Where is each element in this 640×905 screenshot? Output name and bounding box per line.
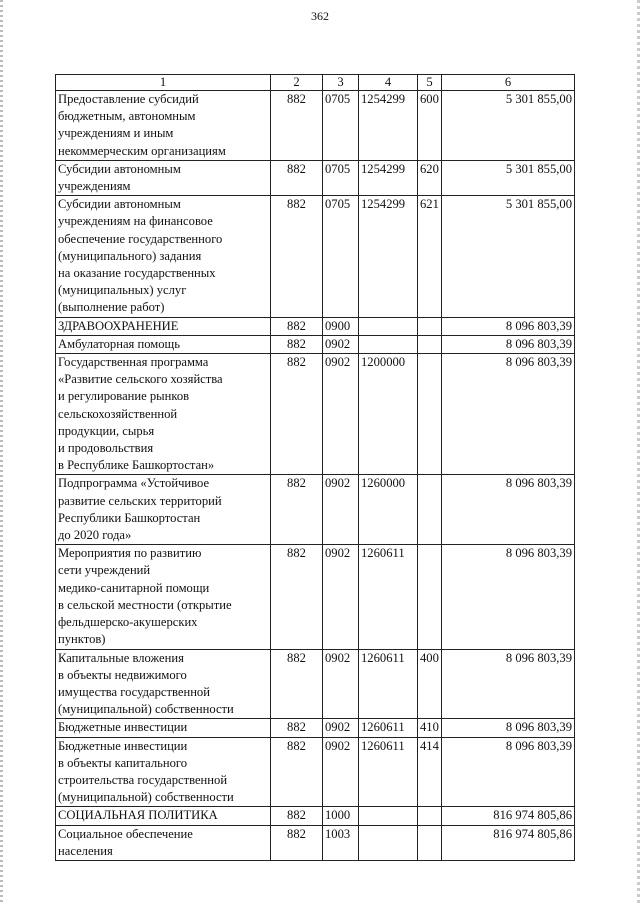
cell-section-code: 0902 [323,475,359,545]
cell-target-code: 1260611 [359,649,418,719]
cell-name: Капитальные вложения в объекты недвижимого имущества государственной (муниципальной) собственности [56,649,271,719]
scan-edge-left [0,0,3,905]
cell-amount: 8 096 803,39 [442,737,575,807]
cell-expense-type: 410 [418,719,442,737]
cell-admin-code: 882 [271,91,323,161]
column-header-1: 1 [56,75,271,91]
cell-amount: 8 096 803,39 [442,475,575,545]
table-header-row [56,75,575,91]
table-row [56,807,575,825]
cell-target-code [359,825,418,860]
cell-amount: 8 096 803,39 [442,317,575,335]
cell-admin-code: 882 [271,825,323,860]
cell-admin-code: 882 [271,196,323,317]
column-header-4: 4 [359,75,418,91]
cell-expense-type: 414 [418,737,442,807]
cell-target-code: 1260611 [359,719,418,737]
table-row [56,160,575,195]
cell-expense-type [418,317,442,335]
cell-section-code: 0902 [323,354,359,475]
cell-admin-code: 882 [271,317,323,335]
table-row [56,354,575,475]
cell-admin-code: 882 [271,354,323,475]
cell-name: Социальное обеспечение населения [56,825,271,860]
cell-expense-type: 621 [418,196,442,317]
cell-section-code: 1003 [323,825,359,860]
cell-name: СОЦИАЛЬНАЯ ПОЛИТИКА [56,807,271,825]
cell-target-code [359,807,418,825]
cell-expense-type [418,545,442,649]
budget-table [55,74,575,861]
cell-expense-type: 620 [418,160,442,195]
cell-expense-type: 600 [418,91,442,161]
cell-amount: 8 096 803,39 [442,719,575,737]
cell-name: Субсидии автономным учреждениям [56,160,271,195]
column-header-2: 2 [271,75,323,91]
cell-amount: 816 974 805,86 [442,825,575,860]
cell-section-code: 0900 [323,317,359,335]
cell-amount: 8 096 803,39 [442,649,575,719]
cell-expense-type [418,335,442,353]
table-row [56,475,575,545]
cell-section-code: 1000 [323,807,359,825]
table-row [56,317,575,335]
cell-expense-type [418,825,442,860]
cell-amount: 8 096 803,39 [442,335,575,353]
cell-target-code: 1260611 [359,737,418,807]
cell-section-code: 0705 [323,160,359,195]
cell-amount: 8 096 803,39 [442,354,575,475]
cell-expense-type: 400 [418,649,442,719]
cell-amount: 5 301 855,00 [442,91,575,161]
cell-target-code: 1254299 [359,196,418,317]
cell-amount: 5 301 855,00 [442,196,575,317]
cell-target-code [359,335,418,353]
cell-admin-code: 882 [271,737,323,807]
column-header-3: 3 [323,75,359,91]
cell-amount: 8 096 803,39 [442,545,575,649]
cell-admin-code: 882 [271,160,323,195]
cell-name: ЗДРАВООХРАНЕНИЕ [56,317,271,335]
cell-admin-code: 882 [271,475,323,545]
cell-admin-code: 882 [271,719,323,737]
cell-admin-code: 882 [271,335,323,353]
table-row [56,719,575,737]
table-row [56,335,575,353]
cell-target-code: 1260611 [359,545,418,649]
cell-expense-type [418,354,442,475]
cell-admin-code: 882 [271,545,323,649]
cell-section-code: 0902 [323,719,359,737]
table-row [56,91,575,161]
table-row [56,196,575,317]
cell-name: Бюджетные инвестиции в объекты капитального строительства государственной (муниципальной) собственности [56,737,271,807]
cell-admin-code: 882 [271,649,323,719]
cell-target-code [359,317,418,335]
cell-name: Подпрограмма «Устойчивое развитие сельских территорий Республики Башкортостан до 2020 года» [56,475,271,545]
cell-section-code: 0902 [323,649,359,719]
cell-name: Предоставление субсидий бюджетным, автономным учреждениям и иным некоммерческим организациям [56,91,271,161]
table-row [56,545,575,649]
cell-expense-type [418,475,442,545]
column-header-6: 6 [442,75,575,91]
cell-name: Государственная программа «Развитие сельского хозяйства и регулирование рынков сельскохозяйственной продукции, сырья и продовольствия в Республике Башкортостан» [56,354,271,475]
cell-name: Мероприятия по развитию сети учреждений медико-санитарной помощи в сельской местности (открытие фельдшерско-акушерских пунктов) [56,545,271,649]
cell-target-code: 1254299 [359,160,418,195]
cell-amount: 5 301 855,00 [442,160,575,195]
page-number: 362 [311,9,329,23]
cell-expense-type [418,807,442,825]
table-row [56,649,575,719]
cell-admin-code: 882 [271,807,323,825]
table-row [56,825,575,860]
cell-section-code: 0902 [323,737,359,807]
cell-amount: 816 974 805,86 [442,807,575,825]
cell-target-code: 1200000 [359,354,418,475]
cell-target-code: 1254299 [359,91,418,161]
cell-section-code: 0902 [323,545,359,649]
column-header-5: 5 [418,75,442,91]
cell-section-code: 0902 [323,335,359,353]
cell-section-code: 0705 [323,196,359,317]
cell-section-code: 0705 [323,91,359,161]
cell-name: Субсидии автономным учреждениям на финансовое обеспечение государственного (муниципального) задания на оказание государственных (муниципальных) услуг (выполнение работ) [56,196,271,317]
cell-name: Амбулаторная помощь [56,335,271,353]
table-row [56,737,575,807]
cell-target-code: 1260000 [359,475,418,545]
cell-name: Бюджетные инвестиции [56,719,271,737]
